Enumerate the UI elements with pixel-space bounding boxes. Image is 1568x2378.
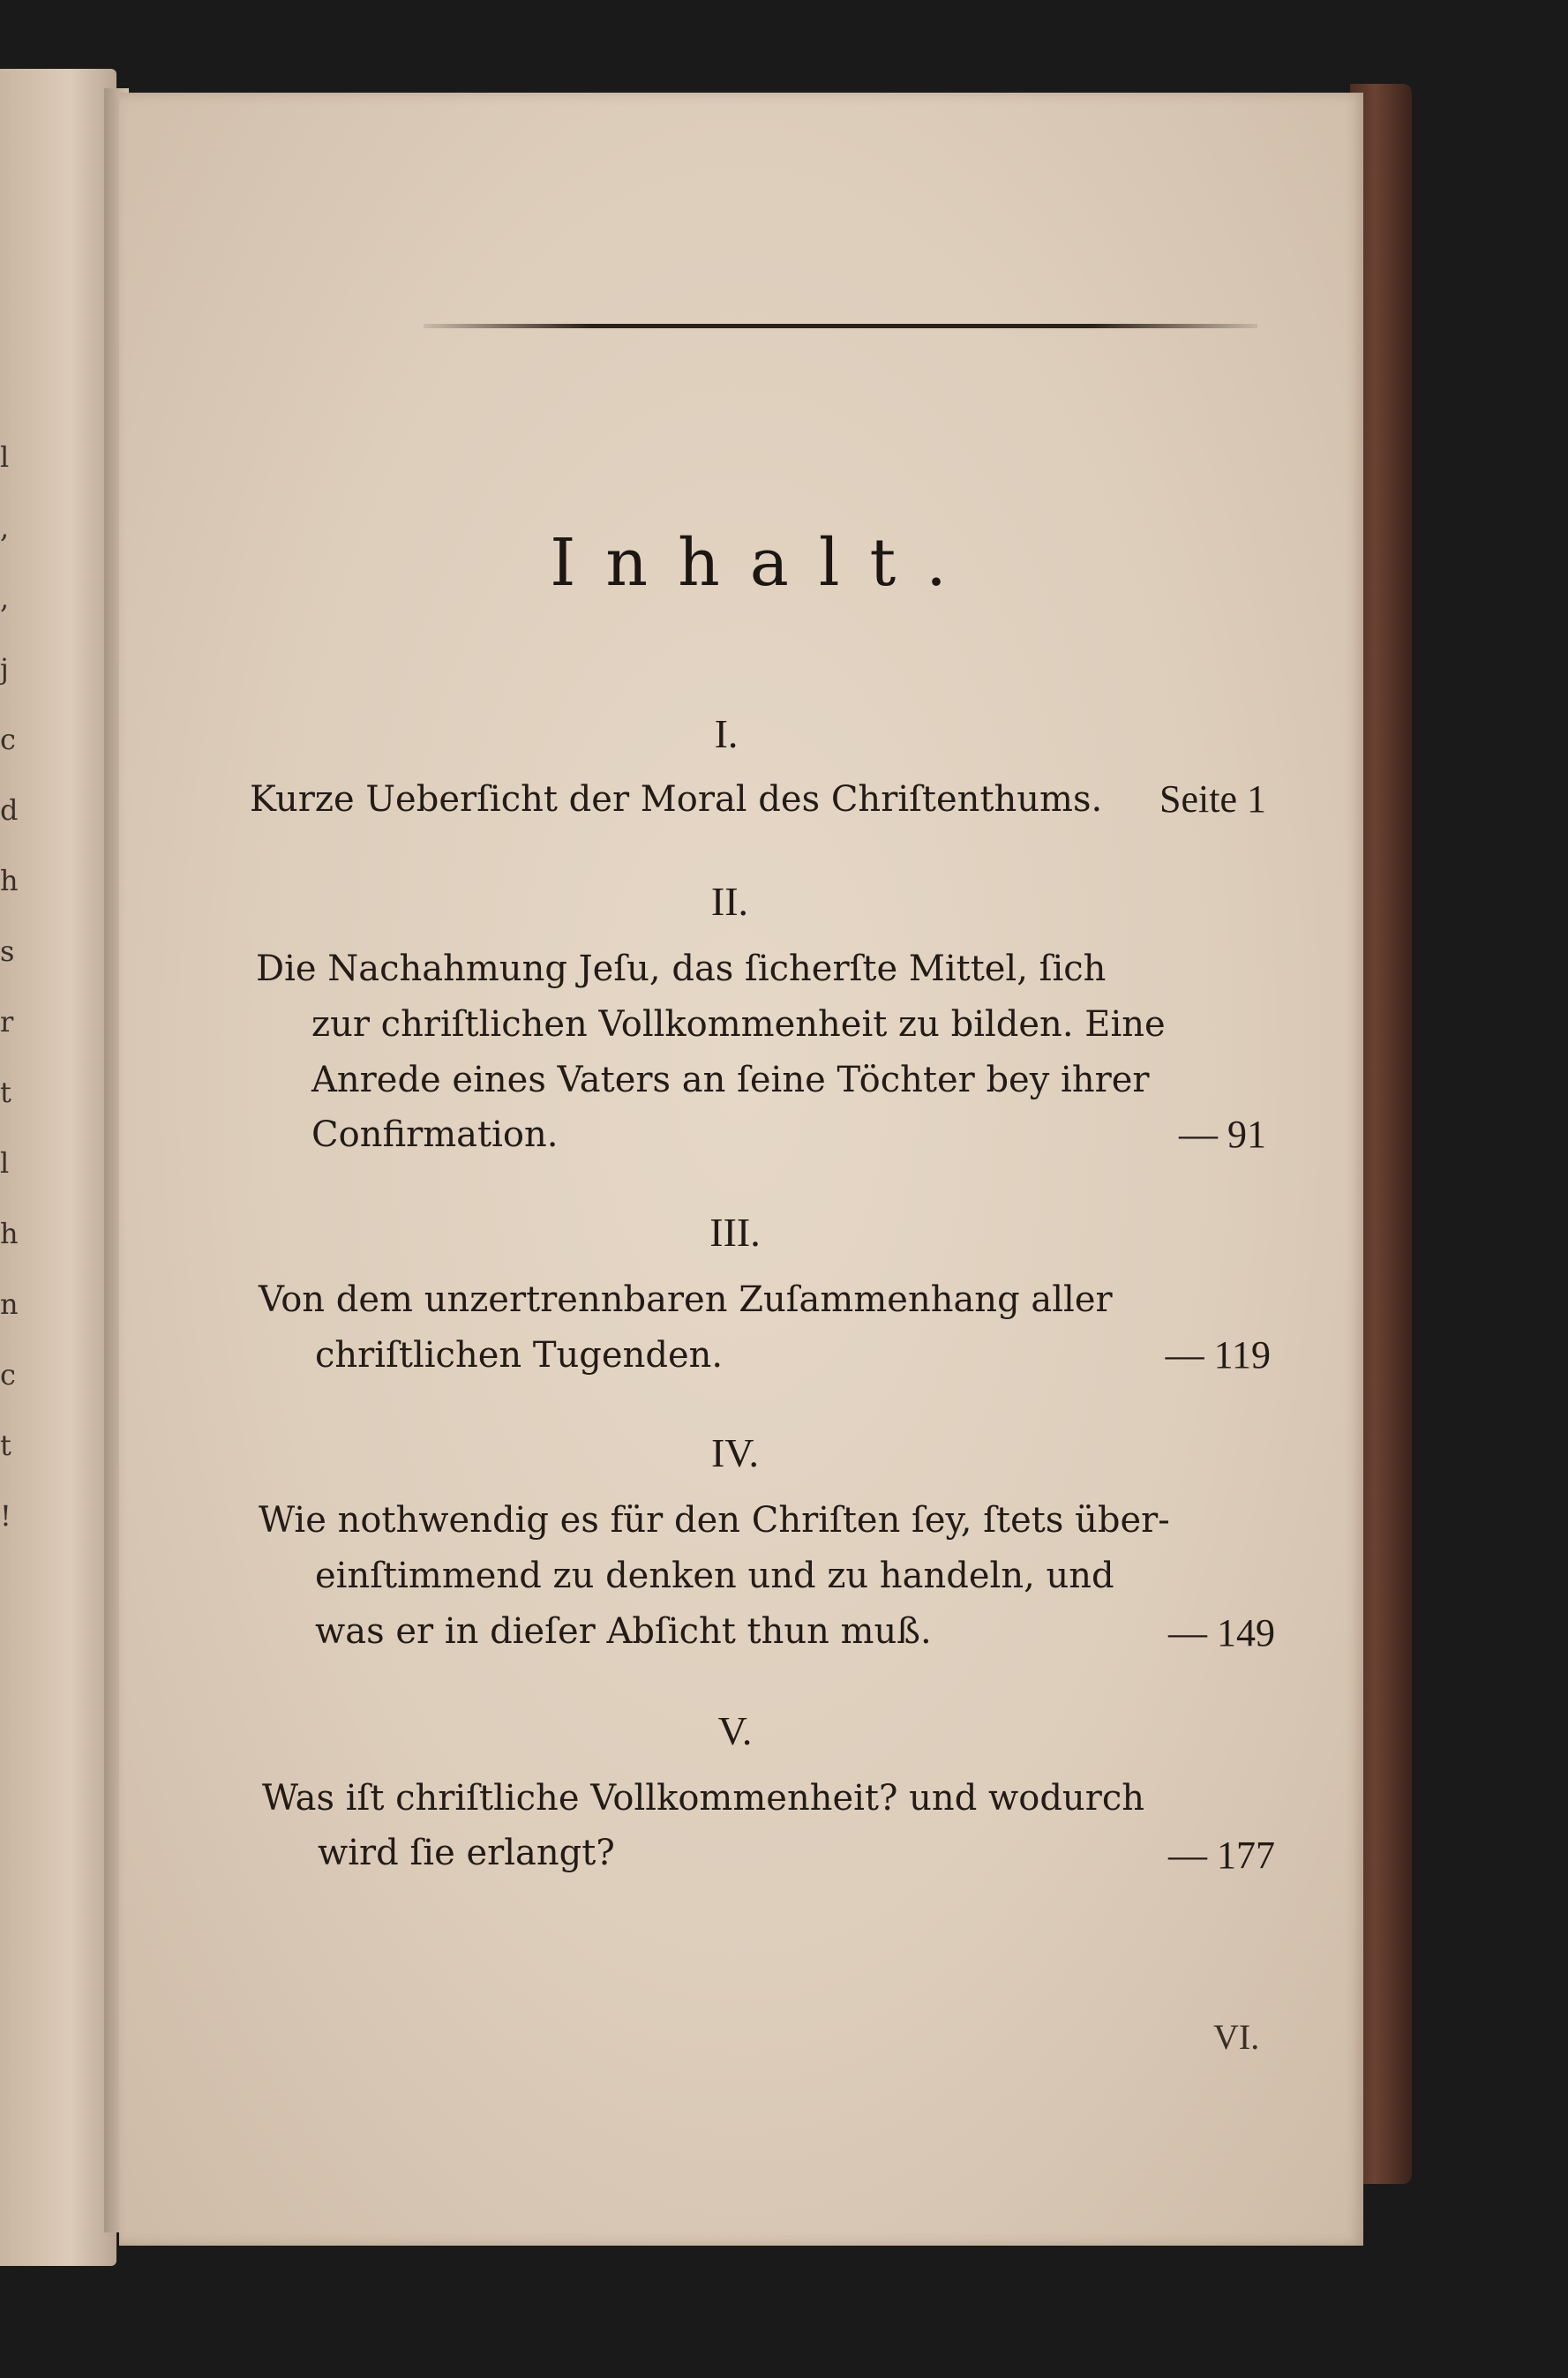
entry-line: einſtimmend zu denken und zu handeln, und	[315, 1556, 1114, 1596]
entry-page-ref: — 149	[1168, 1611, 1275, 1654]
entry-line: Wie nothwendig es für den Chriſten ſey, ſtets über-	[259, 1500, 1170, 1541]
previous-page-edge	[0, 69, 116, 2266]
entry-page-ref: — 119	[1165, 1333, 1271, 1377]
header-rule	[424, 324, 1257, 328]
entry-line: Anrede eines Vaters an ſeine Töchter bey ihrer	[311, 1060, 1150, 1100]
entry-line: Die Nachahmung Jeſu, das ſicherſte Mittel, ſich	[256, 949, 1107, 989]
entry-numeral: III.	[709, 1210, 761, 1255]
page-title: Inhalt.	[550, 525, 977, 601]
entry-line: Confirmation.	[311, 1114, 559, 1155]
previous-page-margin-fragments: l , , j c d h s r t l h n c t !	[0, 440, 19, 1533]
entry-page-ref: — 91	[1179, 1113, 1266, 1156]
entry-line: wird ſie erlangt?	[318, 1833, 615, 1873]
entry-line: Von dem unzertrennbaren Zuſammenhang aller	[259, 1279, 1113, 1320]
entry-numeral: II.	[710, 879, 749, 924]
entry-line: Kurze Ueberſicht der Moral des Chriſtenthums.	[250, 779, 1103, 820]
entry-page-ref: — 177	[1168, 1834, 1275, 1877]
entry-line: zur chriſtlichen Vollkommenheit zu bilden. Eine	[311, 1004, 1166, 1045]
entry-line: Was iſt chriſtliche Vollkommenheit? und wodurch	[262, 1778, 1144, 1819]
entry-numeral: V.	[717, 1708, 753, 1753]
book-page	[119, 93, 1363, 2246]
entry-numeral: I.	[714, 711, 739, 756]
entry-numeral: IV.	[710, 1430, 760, 1475]
entry-line: was er in dieſer Abſicht thun muß.	[315, 1611, 932, 1652]
catchword: VI.	[1213, 2017, 1260, 2057]
entry-page-ref: Seite 1	[1159, 777, 1266, 821]
entry-line: chriſtlichen Tugenden.	[315, 1335, 724, 1376]
